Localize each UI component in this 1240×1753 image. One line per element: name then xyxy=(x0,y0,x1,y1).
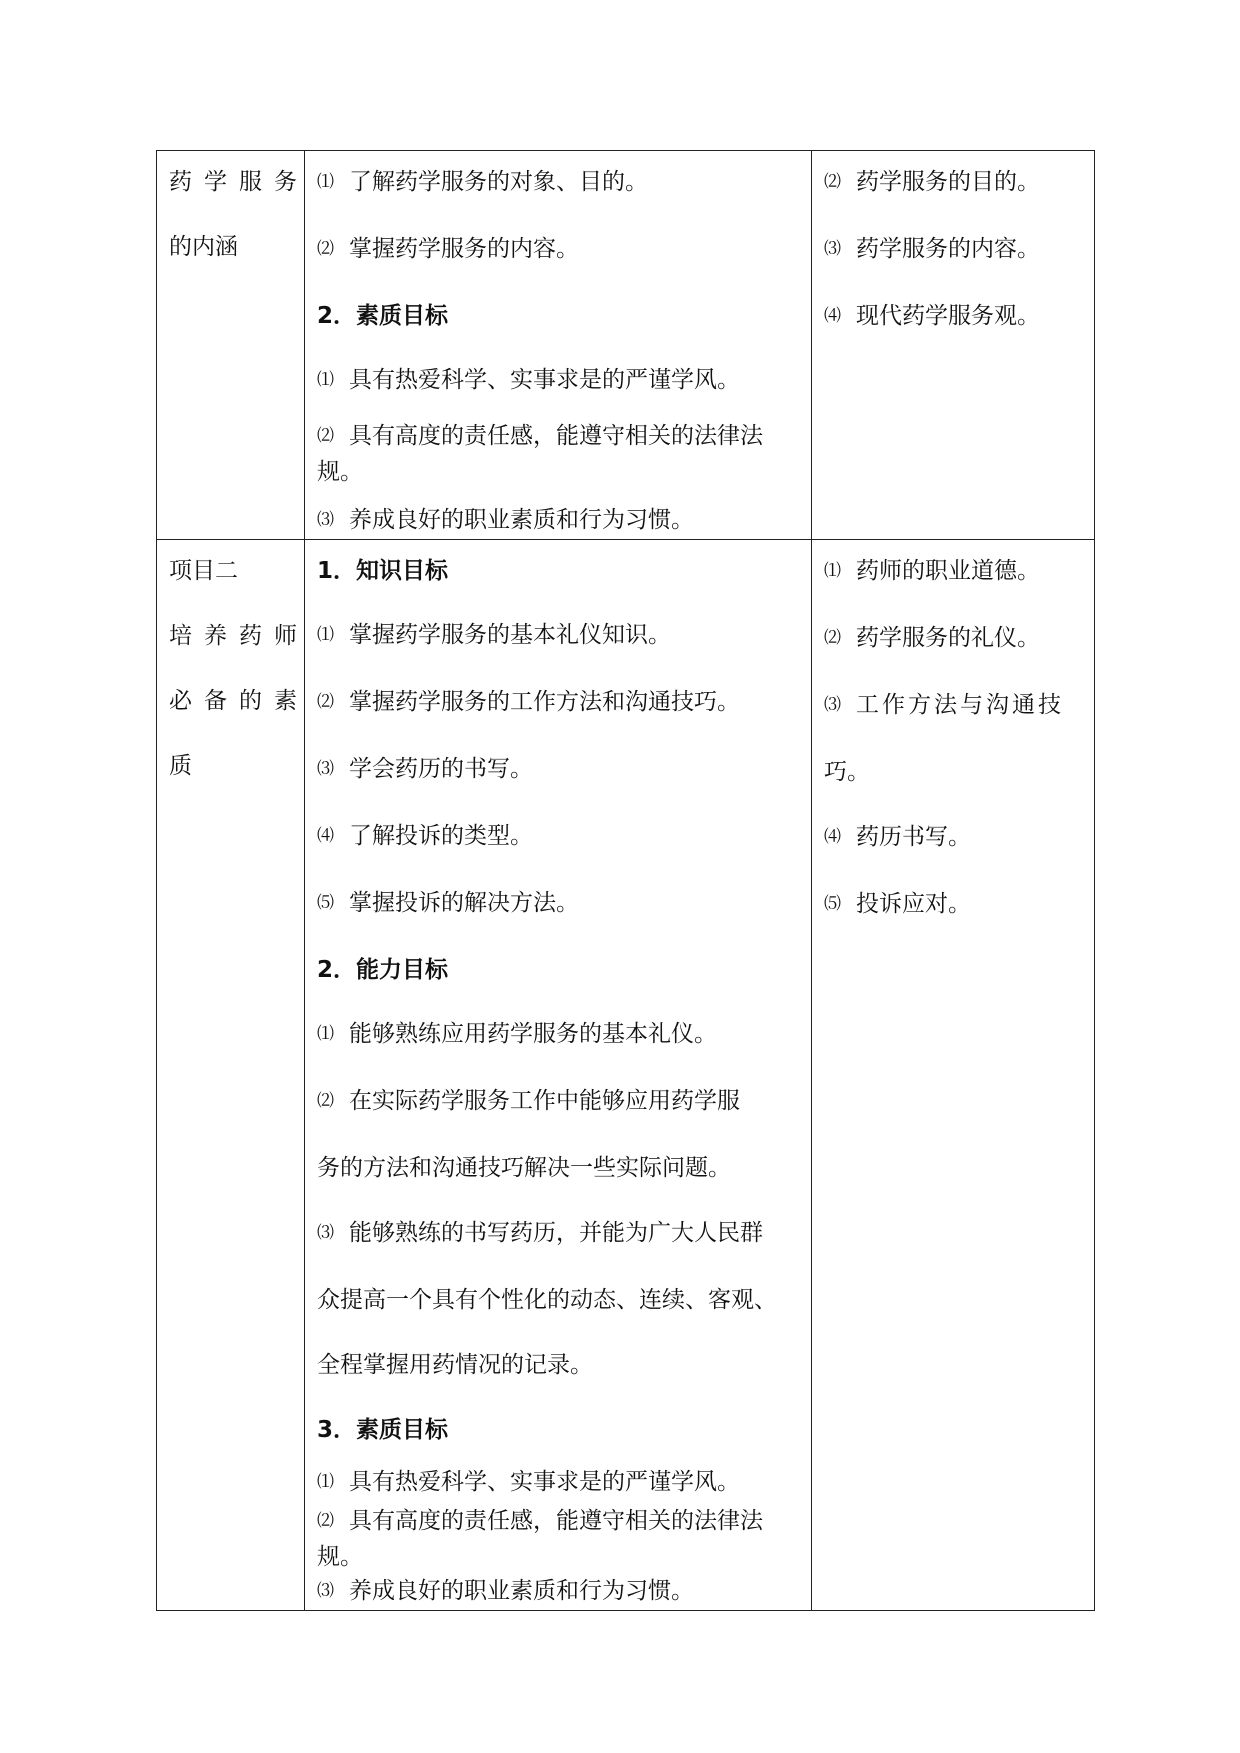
objective-item: ⑶ 养成良好的职业素质和行为习惯。 xyxy=(317,507,694,533)
objective-item-continuation: 务的方法和沟通技巧解决一些实际问题。 xyxy=(317,1155,731,1181)
module-title-line: 质 xyxy=(169,753,192,779)
content-item: ⑸ 投诉应对。 xyxy=(824,891,971,917)
content-cell xyxy=(812,540,1095,1611)
section-heading: 2．能力目标 xyxy=(317,957,449,983)
objective-item: ⑶ 能够熟练的书写药历，并能为广大人民群 xyxy=(317,1220,763,1246)
content-item-continuation: 巧。 xyxy=(824,759,870,785)
objective-item: ⑷ 了解投诉的类型。 xyxy=(317,823,533,849)
objective-item-continuation: 全程掌握用药情况的记录。 xyxy=(317,1352,593,1378)
module-title-line: 的内涵 xyxy=(169,234,238,260)
objective-item: ⑴ 能够熟练应用药学服务的基本礼仪。 xyxy=(317,1021,717,1047)
content-item: ⑷ 现代药学服务观。 xyxy=(824,303,1040,329)
objective-item: ⑵ 具有高度的责任感，能遵守相关的法律法规。 xyxy=(317,1508,763,1570)
content-item: ⑴ 药师的职业道德。 xyxy=(824,558,1040,584)
table-row xyxy=(157,151,1095,540)
objective-item: ⑴ 掌握药学服务的基本礼仪知识。 xyxy=(317,622,671,648)
objective-item-continuation: 众提高一个具有个性化的动态、连续、客观、 xyxy=(317,1287,777,1313)
objective-item: ⑶ 养成良好的职业素质和行为习惯。 xyxy=(317,1578,694,1604)
objective-item: ⑶ 学会药历的书写。 xyxy=(317,756,533,782)
module-title-cell xyxy=(157,151,309,540)
objective-item: ⑵ 具有高度的责任感，能遵守相关的法律法规。 xyxy=(317,423,763,485)
table-row xyxy=(157,540,1095,1611)
objective-item: ⑴ 具有热爱科学、实事求是的严谨学风。 xyxy=(317,367,740,393)
syllabus-table xyxy=(156,150,1095,1611)
module-title-line: 项目二 xyxy=(169,558,238,584)
section-heading: 2．素质目标 xyxy=(317,303,449,329)
objective-item: ⑴ 了解药学服务的对象、目的。 xyxy=(317,169,648,195)
section-heading: 3．素质目标 xyxy=(317,1417,449,1443)
objectives-cell xyxy=(305,151,812,540)
objective-item: ⑴ 具有热爱科学、实事求是的严谨学风。 xyxy=(317,1469,740,1495)
module-title-line: 必备的素 xyxy=(169,688,309,714)
content-item: ⑵ 药学服务的目的。 xyxy=(824,169,1040,195)
objective-item: ⑸ 掌握投诉的解决方法。 xyxy=(317,890,579,916)
content-item: ⑷ 药历书写。 xyxy=(824,824,971,850)
section-heading: 1．知识目标 xyxy=(317,558,449,584)
content-item: ⑶ 工作方法与沟通技 xyxy=(824,692,1064,718)
module-title-line: 培养药师 xyxy=(169,623,309,649)
module-title-cell xyxy=(157,540,309,1611)
objective-item: ⑵ 在实际药学服务工作中能够应用药学服 xyxy=(317,1088,740,1114)
objective-item: ⑵ 掌握药学服务的工作方法和沟通技巧。 xyxy=(317,689,740,715)
content-item: ⑶ 药学服务的内容。 xyxy=(824,236,1040,262)
objectives-cell xyxy=(305,540,812,1611)
objective-item: ⑵ 掌握药学服务的内容。 xyxy=(317,236,579,262)
content-cell xyxy=(812,151,1095,540)
module-title-line: 药学服务 xyxy=(169,169,309,195)
content-item: ⑵ 药学服务的礼仪。 xyxy=(824,625,1040,651)
